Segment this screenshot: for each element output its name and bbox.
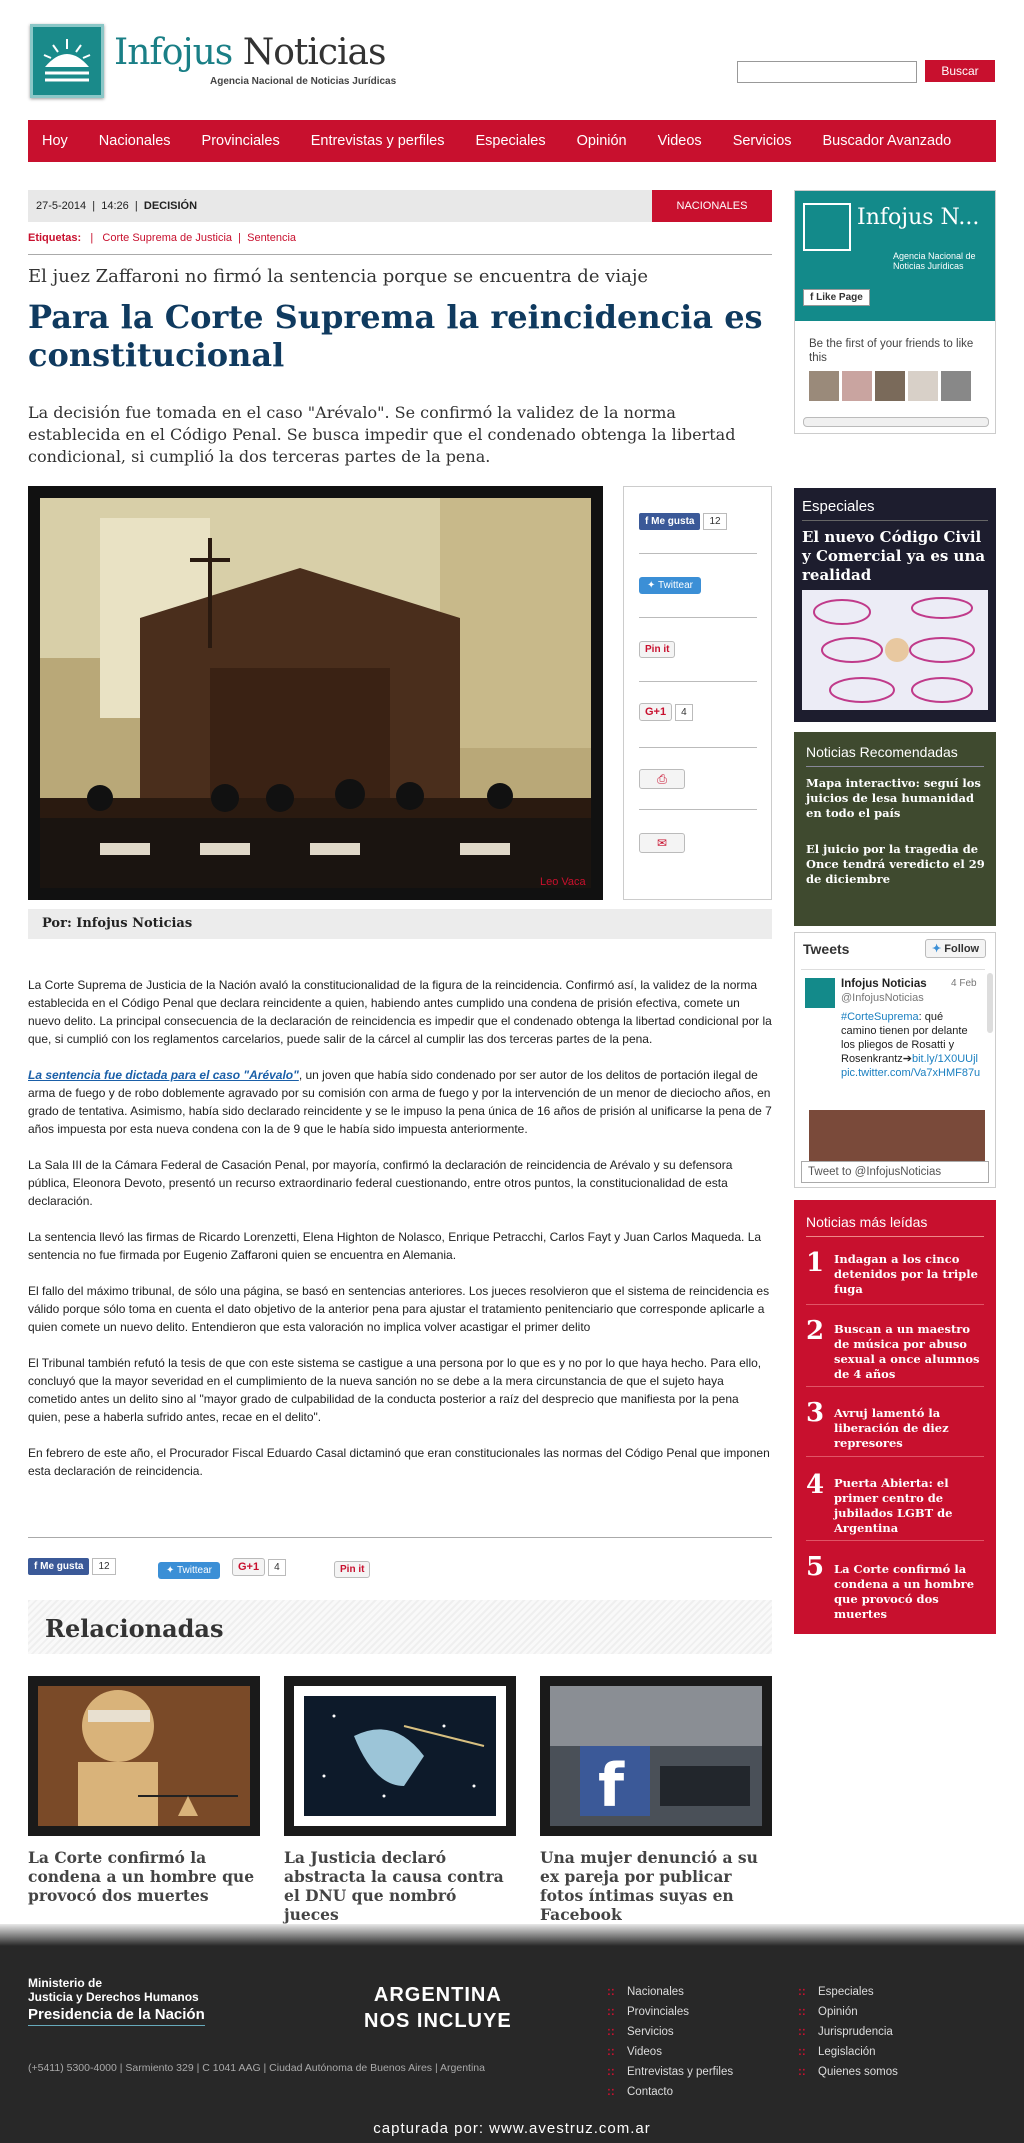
footer-link[interactable]: :: Entrevistas y perfiles (627, 2066, 733, 2078)
article-headline: Para la Corte Suprema la reincidencia es constitucional (28, 298, 763, 374)
plus-count: 4 (268, 1559, 286, 1576)
search-input[interactable] (737, 61, 917, 83)
tag-link[interactable]: Sentencia (247, 232, 297, 244)
nav-item-entrevistas[interactable]: Entrevistas y perfiles (310, 133, 445, 149)
divider (28, 1537, 772, 1538)
nav-item-especiales[interactable]: Especiales (475, 133, 546, 149)
case-link[interactable]: La sentencia fue dictada para el caso "Arévalo" (28, 1068, 299, 1082)
footer-link[interactable]: :: Legislación (818, 2046, 876, 2058)
svg-text:f: f (598, 1751, 625, 1821)
recommended-box (794, 732, 996, 926)
follow-button[interactable]: ✦ Follow (925, 939, 986, 958)
footer-link[interactable]: :: Provinciales (627, 2006, 689, 2018)
related-image[interactable] (284, 1676, 516, 1836)
most-read-item[interactable]: Puerta Abierta: el primer centro de jubilados LGBT de Argentina (834, 1476, 953, 1535)
tag-link[interactable]: Corte Suprema de Justicia (102, 232, 233, 244)
especiales-box (794, 488, 996, 722)
divider (806, 1236, 984, 1237)
article-photo (28, 486, 603, 900)
recommended-item[interactable]: El juicio por la tragedia de Once tendrá veredicto el 29 de diciembre (806, 842, 985, 886)
tweet (801, 969, 985, 1161)
article-author: Por: Infojus Noticias (28, 909, 772, 939)
footer-link[interactable]: :: Videos (627, 2046, 662, 2058)
recommended-heading: Noticias Recomendadas (806, 744, 958, 760)
capture-credit: capturada por: www.avestruz.com.ar (373, 2120, 651, 2137)
tweet-link[interactable]: bit.ly/1X0UUjl (911, 1053, 978, 1065)
divider (806, 1540, 984, 1541)
divider (806, 766, 984, 767)
facebook-page-banner[interactable] (795, 191, 995, 321)
divider (806, 1386, 984, 1387)
logo-sun-icon (30, 24, 104, 98)
search-button[interactable]: Buscar (925, 60, 995, 82)
tweet-date[interactable]: 4 Feb (951, 978, 977, 989)
avatar (809, 371, 839, 401)
google-plus-button[interactable]: G+1 (232, 1558, 265, 1576)
tweet-text: #CorteSuprema: qué camino tienen por delante los pliegos de Rosatti y Rosenkrantz➔bit.ly/1X0UUjl pic.twitter.com/Va7xHMF87u (841, 1011, 981, 1079)
most-read-item[interactable]: La Corte confirmó la condena a un hombre que provocó dos muertes (834, 1562, 975, 1621)
footer-link[interactable]: :: Quienes somos (818, 2066, 898, 2078)
article-body (28, 976, 772, 1498)
paragraph: El fallo del máximo tribunal, de sólo una página, se basó en sentencias anteriores. Los jueces resolvieron que el sistema de reincidencia es válido porque sólo toma en cuenta el dato objetivo de la anterior pena para ajustar el tratamiento penitenciario que corresponde aplicarle a quien comete un nuevo delito. Entendieron que esta valoración no implica volver acastigar el primer delito (28, 1284, 770, 1334)
footer-gradient (0, 1924, 1024, 1946)
nav-item-opinion[interactable]: Opinión (576, 133, 627, 149)
footer-link[interactable]: :: Contacto (627, 2086, 673, 2098)
facebook-page-widget (794, 190, 996, 434)
ministry-logo[interactable]: Ministerio de Justicia y Derechos Humanos Presidencia de la Nación (28, 1976, 205, 2026)
divider (639, 617, 757, 618)
related-image[interactable] (28, 1676, 260, 1836)
rank-number: 5 (806, 1552, 825, 1582)
tweets-heading: Tweets (803, 941, 850, 957)
paragraph: La Sala III de la Cámara Federal de Casación Penal, por mayoría, confirmó la declaración de reincidencia de Arévalo y su defensora pública, Eleonora Devoto, presentó un recurso extraordinario federal cuestionando, entre otros puntos, la constitucionalidad de esta declaración. (28, 1158, 733, 1208)
article-lead: La decisión fue tomada en el caso "Arévalo". Se confirmó la validez de la norma establecida en el Código Penal. Se busca impedir que el condenado obtenga la libertad condicional, si cumplió la dos terceras partes de la pena. (28, 403, 736, 466)
tweet-button[interactable]: ✦ Twittear (158, 1562, 220, 1579)
paragraph: La sentencia llevó las firmas de Ricardo Lorenzetti, Elena Highton de Nolasco, Enrique Petracchi, Carlos Fayt y Juan Carlos Maqueda. La sentencia no fue firmada por Eugenio Zaffaroni quien se encuentra en Alemania. (28, 1230, 762, 1262)
article-kicker: El juez Zaffaroni no firmó la sentencia porque se encuentra de viaje (28, 266, 649, 287)
print-icon[interactable]: ⎙ (639, 769, 685, 789)
divider (28, 254, 772, 255)
footer-link[interactable]: :: Servicios (627, 2026, 674, 2038)
divider (806, 1304, 984, 1305)
tweet-button[interactable]: ✦ Twittear (639, 577, 701, 594)
horizontal-scrollbar[interactable] (803, 417, 989, 427)
plus-count: 4 (675, 704, 693, 721)
nav-item-videos[interactable]: Videos (657, 133, 702, 149)
facebook-page-name: Infojus N... (857, 205, 980, 230)
most-read-item[interactable]: Avruj lamentó la liberación de diez represores (834, 1406, 949, 1450)
divider (639, 809, 757, 810)
page-avatar (803, 203, 851, 251)
nav-item-servicios[interactable]: Servicios (732, 133, 792, 149)
footer-link[interactable]: :: Jurisprudencia (818, 2026, 893, 2038)
footer-address: (+5411) 5300-4000 | Sarmiento 329 | C 1041 AAG | Ciudad Autónoma de Buenos Aires | Argentina (28, 2062, 485, 2074)
article-type: DECISIÓN (143, 200, 198, 212)
paragraph: La Corte Suprema de Justicia de la Nación avaló la constitucionalidad de la figura de la reincidencia. Confirmó así, la validez de la norma establecida en el Código Penal que declara reincidente a quien, habiendo antes cumplido una condena de prisión efectiva, comete un nuevo delito. La principal consecuencia de la declaración de reincidencia es impedir que el condenado obtenga la libertad condicional por la que, si cumplió con los reglamentos carcelarios, puede salir de la cárcel al cumplir las dos terceras partes de la pena. (28, 978, 772, 1046)
photo-credit: Leo Vaca (540, 876, 586, 888)
article-date: 27-5-2014 (36, 200, 87, 212)
especiales-title[interactable]: El nuevo Código Civil y Comercial ya es una realidad (802, 528, 986, 584)
rank-number: 1 (806, 1248, 825, 1278)
most-read-item[interactable]: Indagan a los cinco detenidos por la triple fuga (834, 1252, 978, 1296)
most-read-heading: Noticias más leídas (806, 1214, 928, 1230)
nav-item-buscador-avanzado[interactable]: Buscador Avanzado (822, 133, 952, 149)
like-count: 12 (703, 513, 726, 530)
paragraph: En febrero de este año, el Procurador Fiscal Eduardo Casal dictaminó que eran constitucionales las normas del Código Penal que imponen esta declaración de reincidencia. (28, 1446, 770, 1478)
related-title[interactable]: La Justicia declaró abstracta la causa contra el DNU que nombró jueces (284, 1848, 504, 1924)
pin-it-button[interactable]: Pin it (639, 641, 675, 658)
tweet-link[interactable]: pic.twitter.com/Va7xHMF87u (841, 1067, 981, 1079)
tags-label: Etiquetas: (28, 232, 82, 244)
most-read-item[interactable]: Buscan a un maestro de música por abuso sexual a once alumnos de 4 años (834, 1322, 980, 1381)
email-icon[interactable]: ✉ (639, 833, 685, 853)
tags-row: Etiquetas: | Corte Suprema de Justicia | Sentencia (28, 232, 297, 244)
section-badge[interactable]: NACIONALES (652, 190, 772, 222)
share-bar-bottom (28, 1558, 772, 1580)
like-page-button[interactable]: f Like Page (803, 289, 870, 306)
divider (639, 747, 757, 748)
footer-link[interactable]: :: Opinión (818, 2006, 858, 2018)
facebook-like-button[interactable]: f Me gusta (28, 1558, 89, 1575)
twitter-icon: ✦ (166, 1565, 175, 1576)
article-time: 14:26 (101, 200, 129, 212)
footer-link[interactable]: :: Nacionales (627, 1986, 684, 1998)
twitter-icon: ✦ (647, 580, 656, 591)
most-read-box (794, 1200, 996, 1634)
logo-subtitle: Agencia Nacional de Noticias Jurídicas (210, 76, 397, 87)
main-nav (28, 120, 996, 162)
facebook-friends-text: Be the first of your friends to like this (809, 338, 974, 364)
related-image[interactable] (540, 1676, 772, 1836)
nav-item-nacionales[interactable]: Nacionales (98, 133, 171, 149)
divider (806, 1456, 984, 1457)
site-footer (0, 1924, 1024, 2143)
tweet-image[interactable] (809, 1110, 985, 1161)
related-heading: Relacionadas (28, 1600, 772, 1654)
avatar (875, 371, 905, 401)
share-box (623, 486, 772, 900)
vertical-scrollbar[interactable] (987, 973, 993, 1033)
especiales-heading: Especiales (802, 498, 875, 515)
like-count: 12 (92, 1558, 115, 1575)
divider (802, 520, 988, 521)
site-logo[interactable] (28, 24, 408, 100)
facebook-like-button[interactable]: f Me gusta (639, 513, 700, 530)
tweet-author[interactable]: Infojus Noticias (841, 978, 927, 990)
rank-number: 4 (806, 1470, 825, 1500)
nav-item-provinciales[interactable]: Provinciales (201, 133, 280, 149)
friend-avatars (809, 371, 989, 401)
especiales-image[interactable] (802, 590, 988, 710)
facebook-icon: f (810, 292, 814, 303)
google-plus-button[interactable]: G+1 (639, 703, 672, 721)
related-title[interactable]: Una mujer denunció a su ex pareja por publicar fotos íntimas suyas en Facebook (540, 1848, 758, 1924)
article-meta-bar: 27-5-2014 | 14:26 | DECISIÓN (28, 190, 772, 222)
facebook-page-subtitle: Agencia Nacional de Noticias Jurídicas (893, 251, 976, 271)
pin-it-button[interactable]: Pin it (334, 1561, 370, 1578)
twitter-widget (794, 932, 996, 1188)
rank-number: 2 (806, 1316, 825, 1346)
nav-item-hoy[interactable]: Hoy (42, 133, 68, 149)
divider (639, 681, 757, 682)
related-title[interactable]: La Corte confirmó la condena a un hombre que provocó dos muertes (28, 1848, 255, 1905)
paragraph: El Tribunal también refutó la tesis de que con este sistema se castigue a una persona por lo que es y no por lo que haya hecho. Para ello, concluyó que la mayor severidad en el cumplimiento de la nueva sanción no se debe a la mera circunstancia de que el sujeto haya cometido antes un delito sino al "mayor grado de culpabilidad de la conducta posterior a raíz del desprecio que manifiesta por la pena quien, pese a haberla sufrido antes, recae en el delito". (28, 1356, 762, 1424)
footer-link[interactable]: :: Especiales (818, 1986, 874, 1998)
logo-title: Infojus Noticias (114, 32, 386, 73)
twitter-icon: ✦ (932, 943, 942, 955)
argentina-logo: ARGENTINA NOS INCLUYE (364, 1984, 512, 2032)
facebook-icon: f (34, 1561, 38, 1572)
avatar (805, 978, 835, 1008)
avatar (842, 371, 872, 401)
rank-number: 3 (806, 1398, 825, 1428)
avatar (908, 371, 938, 401)
recommended-item[interactable]: Mapa interactivo: seguí los juicios de lesa humanidad en todo el país (806, 776, 981, 820)
paragraph: La sentencia fue dictada para el caso "Arévalo", un joven que había sido condenado por ser autor de los delitos de portación ilegal de arma de fuego y de robo doblemente agravado por su comisión con arma de fuego y por la intervención de un menor de dieciocho años, en grado de tentativa. Asimismo, había sido declarado reincidente y se le impuso la pena única de 16 años de prisión al unificarse la pena de 7 años impuesta por esta nueva condena con la de 9 que le había sido impuesta anteriormente. (28, 1068, 772, 1136)
tweet-handle[interactable]: @InfojusNoticias (841, 992, 924, 1004)
tweet-to-input[interactable]: Tweet to @InfojusNoticias (801, 1161, 989, 1183)
divider (639, 553, 757, 554)
avatar (941, 371, 971, 401)
facebook-icon: f (645, 516, 649, 527)
